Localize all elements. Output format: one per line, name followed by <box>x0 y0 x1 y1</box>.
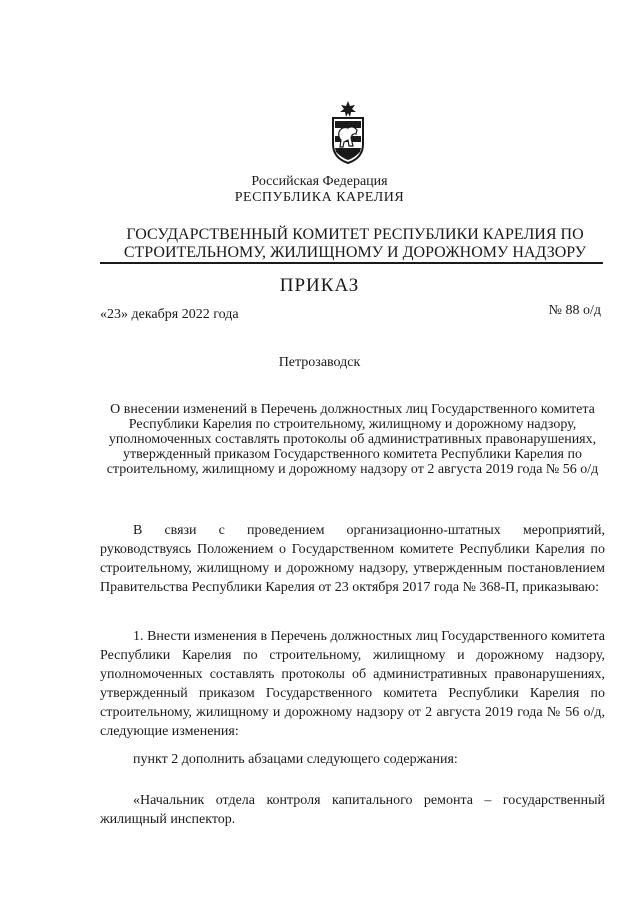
preamble-paragraph: В связи с проведением организационно-штатных мероприятий, руководствуясь Положением о Государственном комитете Республики Карелия по строительному, жилищному и дорожному надзору, утвержденным постановлением Правительства Республики Карелия от 23 октября 2017 года № 368-П, приказываю: <box>100 523 605 595</box>
item-1-paragraph: 1. Внести изменения в Перечень должностных лиц Государственного комитета Республики Карелия по строительному, жилищному и дорожному надзору, уполномоченных составлять протоколы об административных правонарушениях, утвержденный приказом Государственного комитета Республики Карелия по строительному, жилищному и дорожному надзору от 2 августа 2019 года № 56 о/д, следующие изменения: <box>100 629 605 739</box>
order-city: Петрозаводск <box>278 355 361 370</box>
committee-name: ГОСУДАРСТВЕННЫЙ КОМИТЕТ РЕСПУБЛИКИ КАРЕЛИЯ ПО СТРОИТЕЛЬНОМУ, ЖИЛИЩНОМУ И ДОРОЖНОМУ НАДЗОРУ <box>123 226 587 261</box>
item-1-subparagraph: пункт 2 дополнить абзацами следующего содержания: <box>133 752 458 767</box>
order-date: «23» декабря 2022 года <box>100 307 239 322</box>
karelia-coat-of-arms-icon <box>330 100 366 164</box>
order-number: № 88 о/д <box>548 303 601 318</box>
order-title: ПРИКАЗ <box>279 275 360 296</box>
quoted-paragraph: «Начальник отдела контроля капитального ремонта – государственный жилищный инспектор. <box>100 793 605 827</box>
order-subject: О внесении изменений в Перечень должностных лиц Государственного комитета Республики Карелия по строительному, жилищному и дорожному надзору, уполномоченных составлять протоколы об административных правонарушениях, утвержденный приказом Государственного комитета Республики Карелия по строительному, жилищному и дорожному надзору от 2 августа 2019 года № 56 о/д <box>106 402 599 477</box>
country-name: Российская Федерация <box>251 174 388 189</box>
republic-name: РЕСПУБЛИКА КАРЕЛИЯ <box>234 190 405 205</box>
header-divider <box>100 262 603 264</box>
